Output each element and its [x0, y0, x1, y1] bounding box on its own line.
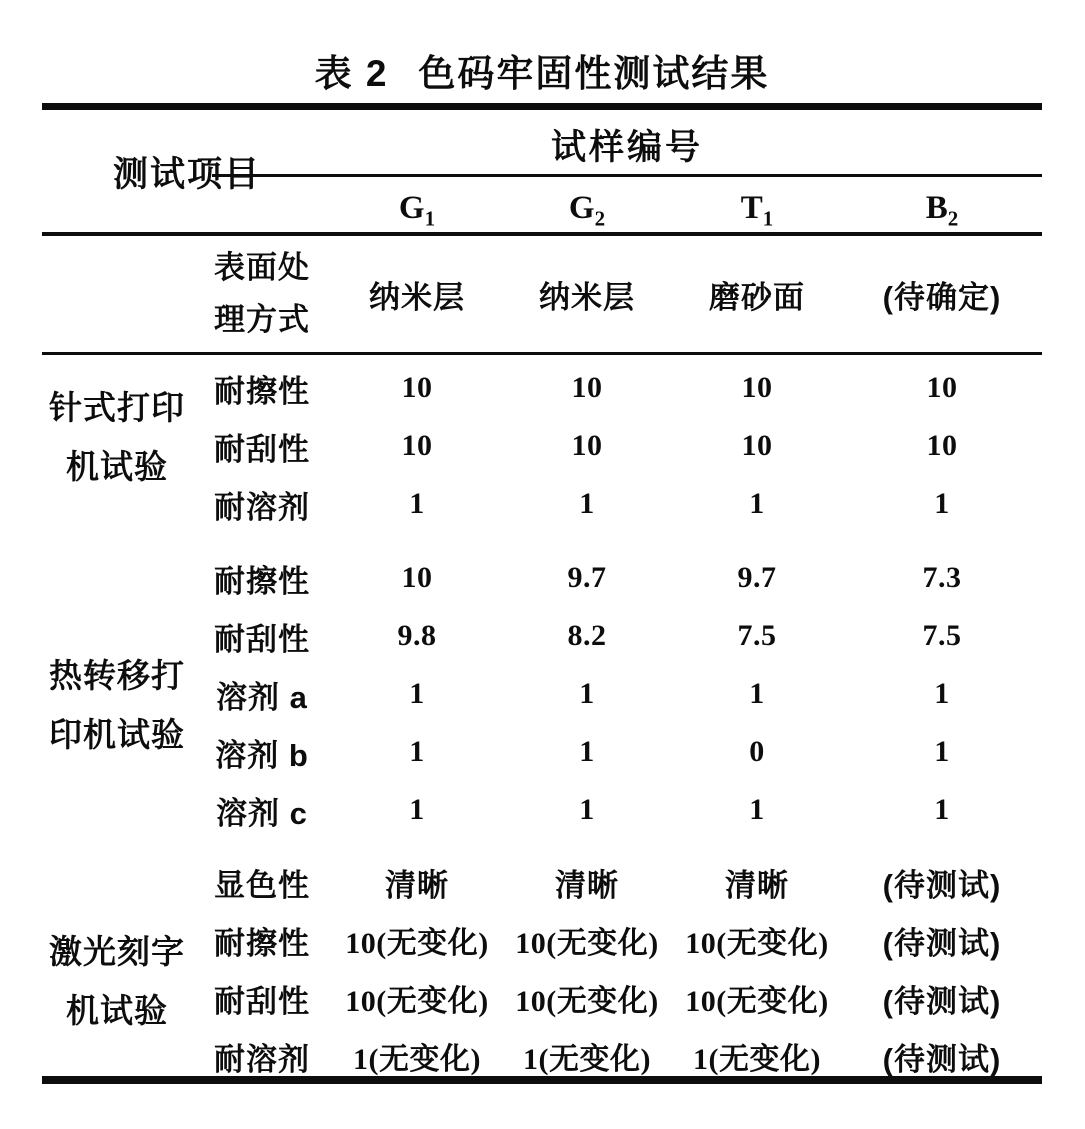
- cell-value: 1: [934, 735, 950, 768]
- cell-value: 1: [409, 677, 425, 710]
- cell-value: 1(无变化): [353, 1043, 481, 1076]
- cell-value: 10: [926, 371, 958, 404]
- subscript: 2: [947, 206, 959, 231]
- cell-value: 8.2: [567, 619, 607, 652]
- cell-value: 9.7: [737, 561, 777, 594]
- cell-value: 1: [749, 487, 765, 520]
- cell-value: 1: [749, 677, 765, 710]
- cell-value: 10: [741, 371, 773, 404]
- cell-value: 1: [934, 677, 950, 710]
- surface-treatment-label: 表面处 理方式: [214, 250, 310, 337]
- cell-value: 10(无变化): [515, 985, 659, 1018]
- table-row: [42, 554, 1042, 602]
- cell-value: 1: [934, 793, 950, 826]
- cell-value: 1(无变化): [693, 1043, 821, 1076]
- sample-number-header: 试样编号: [550, 128, 703, 167]
- cell-value: 10(无变化): [345, 927, 489, 960]
- column-header-g2: $G_2$: [568, 189, 606, 231]
- cell-value: 10(无变化): [345, 985, 489, 1018]
- subscript: 2: [594, 206, 606, 231]
- group-label-dot-matrix-printer-test: 针式打印 机试验: [49, 389, 185, 485]
- table-caption: 色码牢固性测试结果: [418, 53, 770, 94]
- row-item-label: 耐刮性: [214, 983, 310, 1019]
- row-item-label: 耐刮性: [214, 621, 310, 657]
- table-row: [42, 916, 1042, 964]
- cell-value: 1: [749, 793, 765, 826]
- table-row: [42, 786, 1042, 834]
- table-row: [42, 858, 1042, 906]
- subscript: 1: [424, 206, 436, 231]
- rule-top: [42, 103, 1042, 110]
- cell-value: 清晰: [555, 867, 619, 903]
- cell-value: 10(无变化): [685, 985, 829, 1018]
- cell-value: 1: [409, 487, 425, 520]
- cell-value: 10: [401, 429, 433, 462]
- column-header-t1: $T_1$: [740, 189, 774, 231]
- cell-value: 10(无变化): [515, 927, 659, 960]
- cell-value: (待测试): [882, 867, 1002, 903]
- cell-value: 1: [579, 793, 595, 826]
- cell-value: 1: [934, 487, 950, 520]
- row-item-label: 耐溶剂: [214, 489, 310, 525]
- cell-value: 10: [571, 429, 603, 462]
- table-row: [42, 422, 1042, 470]
- table-row: [42, 364, 1042, 412]
- cell-value: 10: [401, 371, 433, 404]
- row-item-label: 溶剂 c: [216, 795, 308, 831]
- table-row: [42, 612, 1042, 660]
- cell-value: 9.7: [567, 561, 607, 594]
- sample-columns-row: [42, 184, 1042, 232]
- group-label-thermal-transfer-printer-test: 热转移打 印机试验: [49, 657, 185, 753]
- cell-value: 7.5: [922, 619, 962, 652]
- table-row: [42, 480, 1042, 528]
- row-item-label: 耐擦性: [214, 925, 310, 961]
- cell-value: 1: [579, 735, 595, 768]
- cell-value: 7.3: [922, 561, 962, 594]
- cell-value: 10: [741, 429, 773, 462]
- column-header-g1: $G_1$: [398, 189, 436, 231]
- surface-value-g2: 纳米层: [539, 279, 635, 315]
- row-item-label: 耐刮性: [214, 431, 310, 467]
- cell-value: 9.8: [397, 619, 437, 652]
- row-item-label: 溶剂 b: [215, 737, 309, 773]
- table-row: [42, 670, 1042, 718]
- row-item-label: 耐溶剂: [214, 1041, 310, 1077]
- cell-value: 10: [401, 561, 433, 594]
- row-item-label: 耐擦性: [214, 373, 310, 409]
- group-label-laser-engraving-machine-test: 激光刻字 机试验: [49, 933, 185, 1029]
- cell-value: 1: [409, 735, 425, 768]
- cell-value: 1: [579, 487, 595, 520]
- row-item-label: 耐擦性: [214, 563, 310, 599]
- rule-under-sample-header: [212, 174, 1042, 177]
- cell-value: 0: [749, 735, 765, 768]
- test-item-header: 测试项目: [112, 155, 261, 194]
- surface-treatment-row: [42, 238, 1042, 350]
- surface-value-g1: 纳米层: [369, 279, 465, 315]
- rule-under-surface-row: [42, 352, 1042, 355]
- table-row: [42, 974, 1042, 1022]
- cell-value: (待测试): [882, 983, 1002, 1019]
- rule-under-column-headers: [42, 232, 1042, 236]
- cell-value: 1(无变化): [523, 1043, 651, 1076]
- column-header-b2: $B_2$: [925, 189, 959, 231]
- table-title: [42, 44, 1042, 96]
- cell-value: (待测试): [882, 925, 1002, 961]
- cell-value: 清晰: [725, 867, 789, 903]
- cell-value: 1: [579, 677, 595, 710]
- cell-value: 10: [926, 429, 958, 462]
- row-item-label: 显色性: [214, 867, 310, 903]
- cell-value: 1: [409, 793, 425, 826]
- table-row: [42, 1032, 1042, 1080]
- table-number: 表 2: [314, 53, 389, 94]
- cell-value: 清晰: [385, 867, 449, 903]
- surface-value-b2: (待确定): [882, 279, 1002, 315]
- subscript: 1: [762, 206, 774, 231]
- cell-value: 7.5: [737, 619, 777, 652]
- cell-value: 10(无变化): [685, 927, 829, 960]
- table-row: [42, 728, 1042, 776]
- cell-value: 10: [571, 371, 603, 404]
- surface-value-t1: 磨砂面: [709, 279, 805, 315]
- cell-value: (待测试): [882, 1041, 1002, 1077]
- row-item-label: 溶剂 a: [216, 679, 308, 715]
